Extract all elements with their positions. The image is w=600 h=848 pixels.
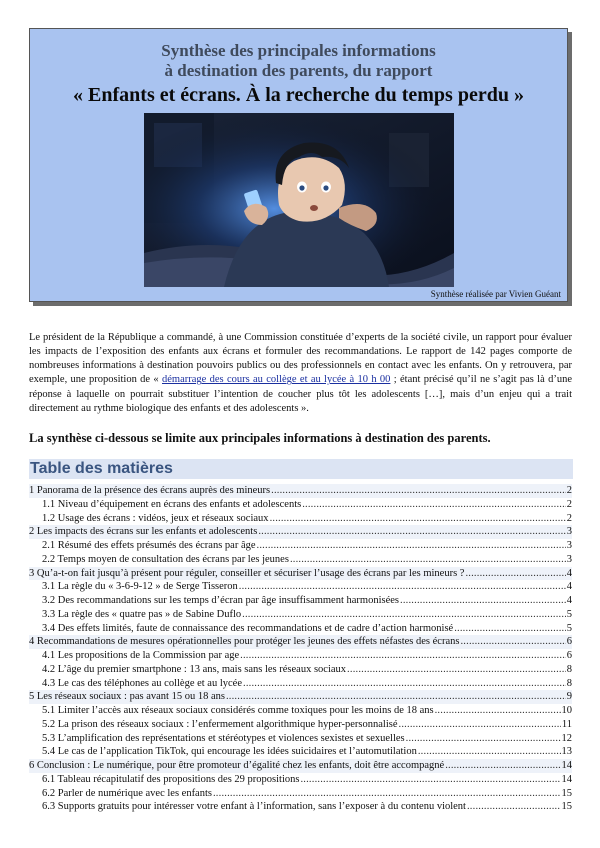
- toc-entry-page: 15: [561, 801, 572, 813]
- toc-entry[interactable]: [29, 567, 572, 581]
- toc-entry-page: 4: [566, 581, 572, 593]
- toc-entry-title: 3.4 Des effets limités, faute de connaissance des recommandations et de cadre d’action harmonisé: [42, 622, 454, 634]
- toc-entry-title: 6.2 Parler de numérique avec les enfants: [42, 787, 212, 799]
- toc-entry[interactable]: [29, 677, 572, 691]
- cover-banner: [29, 28, 568, 302]
- toc-entry[interactable]: [29, 732, 572, 746]
- toc-entry-title: 5 Les réseaux sociaux : pas avant 15 ou 18 ans: [29, 691, 225, 703]
- toc-entry[interactable]: [29, 498, 572, 512]
- toc-dot-leader: [467, 800, 561, 814]
- title-line-1: Synthèse des principales informations: [161, 41, 436, 60]
- toc-dot-leader: [302, 498, 566, 512]
- toc-entry-title: 1.2 Usage des écrans : vidéos, jeux et réseaux sociaux: [42, 512, 269, 524]
- intro-text-end: ; étant précisé qu’il ne s’agit pas là d’une réponse à laquelle on pourrait substituer l’intention de coucher plus tôt les adolescents […], mais d’un enjeu qui a trait directement au rythme biologique des enfants et des adolescents ».: [29, 374, 572, 414]
- toc-entry-page: 15: [561, 787, 572, 799]
- toc-entry[interactable]: [29, 525, 572, 539]
- toc-dot-leader: [454, 622, 566, 636]
- toc-dot-leader: [213, 787, 561, 801]
- toc-entry-page: 14: [561, 773, 572, 785]
- toc-entry[interactable]: [29, 690, 572, 704]
- toc-entry-page: 12: [561, 732, 572, 744]
- author-credit: Synthèse réalisée par Vivien Guéant: [430, 289, 561, 299]
- toc-entry[interactable]: [29, 594, 572, 608]
- toc-entry[interactable]: [29, 663, 572, 677]
- toc-dot-leader: [257, 539, 566, 553]
- intro-text-start: Le président de la République a commandé, à une Commission constituée d’experts de la société civile, un rapport pour évaluer les impacts de l’exposition des enfants aux écrans et formuler des recommandations. Le rapport de 142 pages comporte de nombreuses informations à destination pouvoirs publics ou des professionnels en contact avec les enfants. On y retrouvera, par exemple, une proposition de «: [29, 331, 572, 386]
- toc-entry-title: 1.1 Niveau d’équipement en écrans des enfants et adolescents: [42, 498, 302, 510]
- toc-entry[interactable]: [29, 800, 572, 814]
- toc-dot-leader: [406, 732, 561, 746]
- toc-entry[interactable]: [29, 608, 572, 622]
- toc-entry-title: 2.2 Temps moyen de consultation des écrans par les jeunes: [42, 553, 289, 565]
- toc-entry-page: 4: [566, 595, 572, 606]
- summary-note: La synthèse ci-dessous se limite aux principales informations à destination des parents.: [29, 431, 491, 445]
- toc-entry[interactable]: [29, 484, 572, 498]
- toc-dot-leader: [271, 484, 566, 498]
- toc-entry-page: 4: [566, 567, 572, 579]
- toc-entry-page: 11: [561, 718, 572, 730]
- toc-entry[interactable]: [29, 539, 572, 553]
- toc-dot-leader: [226, 690, 566, 704]
- toc-dot-leader: [435, 704, 561, 718]
- toc-dot-leader: [445, 759, 560, 773]
- toc-dot-leader: [270, 512, 566, 526]
- toc-entry[interactable]: [29, 580, 572, 594]
- toc-entry-title: 3.2 Des recommandations sur les temps d’écran par âge insuffisamment harmonisées: [42, 595, 399, 606]
- toc-entry-title: 6.3 Supports gratuits pour intéresser votre enfant à l’information, sans l’exposer à du contenu violent: [42, 801, 466, 813]
- toc-dot-leader: [239, 580, 566, 594]
- toc-dot-leader: [290, 553, 566, 567]
- toc-entry-title: 4 Recommandations de mesures opérationnelles pour protéger les jeunes des effets néfastes des écrans: [29, 636, 460, 648]
- toc-dot-leader: [242, 608, 566, 622]
- toc-entry-page: 9: [566, 691, 572, 703]
- toc-dot-leader: [347, 663, 566, 677]
- toc-entry-title: 3 Qu’a-t-on fait jusqu’à présent pour réguler, conseiller et sécuriser l’usage des écrans par les mineurs ?: [29, 567, 465, 579]
- toc-entry-title: 5.3 L’amplification des représentations et stéréotypes et violences sexistes et sexuelles: [42, 732, 405, 744]
- toc-entry[interactable]: [29, 704, 572, 718]
- toc-entry-page: 14: [561, 760, 572, 771]
- toc-entry-page: 2: [566, 485, 572, 496]
- toc-entry-title: 3.3 La règle des « quatre pas » de Sabine Duflo: [42, 608, 242, 620]
- toc-entry-title: 4.3 Le cas des téléphones au collège et au lycée: [42, 677, 242, 689]
- toc-entry-title: 2 Les impacts des écrans sur les enfants et adolescents: [29, 526, 258, 538]
- toc-dot-leader: [240, 649, 566, 663]
- toc-entry-page: 6: [566, 650, 572, 661]
- toc-entry[interactable]: [29, 512, 572, 526]
- toc-entry-title: 5.4 Le cas de l’application TikTok, qui encourage les idées suicidaires et l’automutilation: [42, 746, 417, 758]
- toc-entry[interactable]: [29, 718, 572, 732]
- toc-entry[interactable]: [29, 635, 572, 649]
- document-title: [30, 41, 567, 107]
- toc-entry-page: 5: [566, 622, 572, 634]
- toc-entry-page: 10: [561, 705, 572, 716]
- toc-dot-leader: [243, 677, 566, 691]
- report-proposal-link[interactable]: démarrage des cours au collège et au lycée à 10 h 00: [162, 374, 391, 386]
- toc-heading: Table des matières: [29, 459, 573, 479]
- toc-entry-title: 1 Panorama de la présence des écrans auprès des mineurs: [29, 485, 271, 496]
- toc-entry[interactable]: [29, 553, 572, 567]
- toc-entry-title: 6 Conclusion : Le numérique, pour être promoteur d’égalité chez les enfants, doit être accompagné: [29, 760, 445, 771]
- toc-entry-title: 6.1 Tableau récapitulatif des propositions des 29 propositions: [42, 773, 300, 785]
- toc-entry-title: 5.2 La prison des réseaux sociaux : l’enfermement algorithmique hyper-personnalisé: [42, 718, 398, 730]
- cover-illustration: [144, 113, 454, 287]
- toc-entry[interactable]: [29, 759, 572, 773]
- toc-entry-page: 8: [566, 663, 572, 675]
- title-line-3: « Enfants et écrans. À la recherche du temps perdu »: [73, 84, 524, 106]
- toc-entry-page: 5: [566, 608, 572, 620]
- toc-dot-leader: [258, 525, 565, 539]
- title-line-2: à destination des parents, du rapport: [164, 61, 433, 80]
- intro-paragraph: [29, 331, 572, 417]
- toc-dot-leader: [399, 718, 561, 732]
- table-of-contents: [29, 484, 572, 814]
- toc-dot-leader: [300, 773, 560, 787]
- toc-entry-title: 3.1 La règle du « 3-6-9-12 » de Serge Tisseron: [42, 581, 238, 593]
- toc-entry-page: 3: [566, 526, 572, 538]
- toc-entry[interactable]: [29, 622, 572, 636]
- toc-entry[interactable]: [29, 649, 572, 663]
- toc-dot-leader: [465, 567, 565, 581]
- toc-entry-page: 2: [566, 498, 572, 510]
- toc-entry[interactable]: [29, 745, 572, 759]
- toc-entry-page: 6: [566, 636, 572, 648]
- toc-entry[interactable]: [29, 773, 572, 787]
- toc-entry-title: 5.1 Limiter l’accès aux réseaux sociaux considérés comme toxiques pour les moins de 18 ans: [42, 705, 434, 716]
- toc-dot-leader: [400, 594, 566, 608]
- toc-dot-leader: [460, 635, 565, 649]
- toc-entry-title: 2.1 Résumé des effets présumés des écrans par âge: [42, 540, 256, 551]
- toc-entry-page: 3: [566, 540, 572, 551]
- toc-entry[interactable]: [29, 787, 572, 801]
- toc-entry-page: 13: [561, 746, 572, 758]
- toc-dot-leader: [418, 745, 561, 759]
- toc-entry-page: 8: [566, 677, 572, 689]
- toc-entry-title: 4.2 L’âge du premier smartphone : 13 ans, mais sans les réseaux sociaux: [42, 663, 347, 675]
- toc-entry-title: 4.1 Les propositions de la Commission par age: [42, 650, 240, 661]
- toc-entry-page: 2: [566, 512, 572, 524]
- toc-entry-page: 3: [566, 553, 572, 565]
